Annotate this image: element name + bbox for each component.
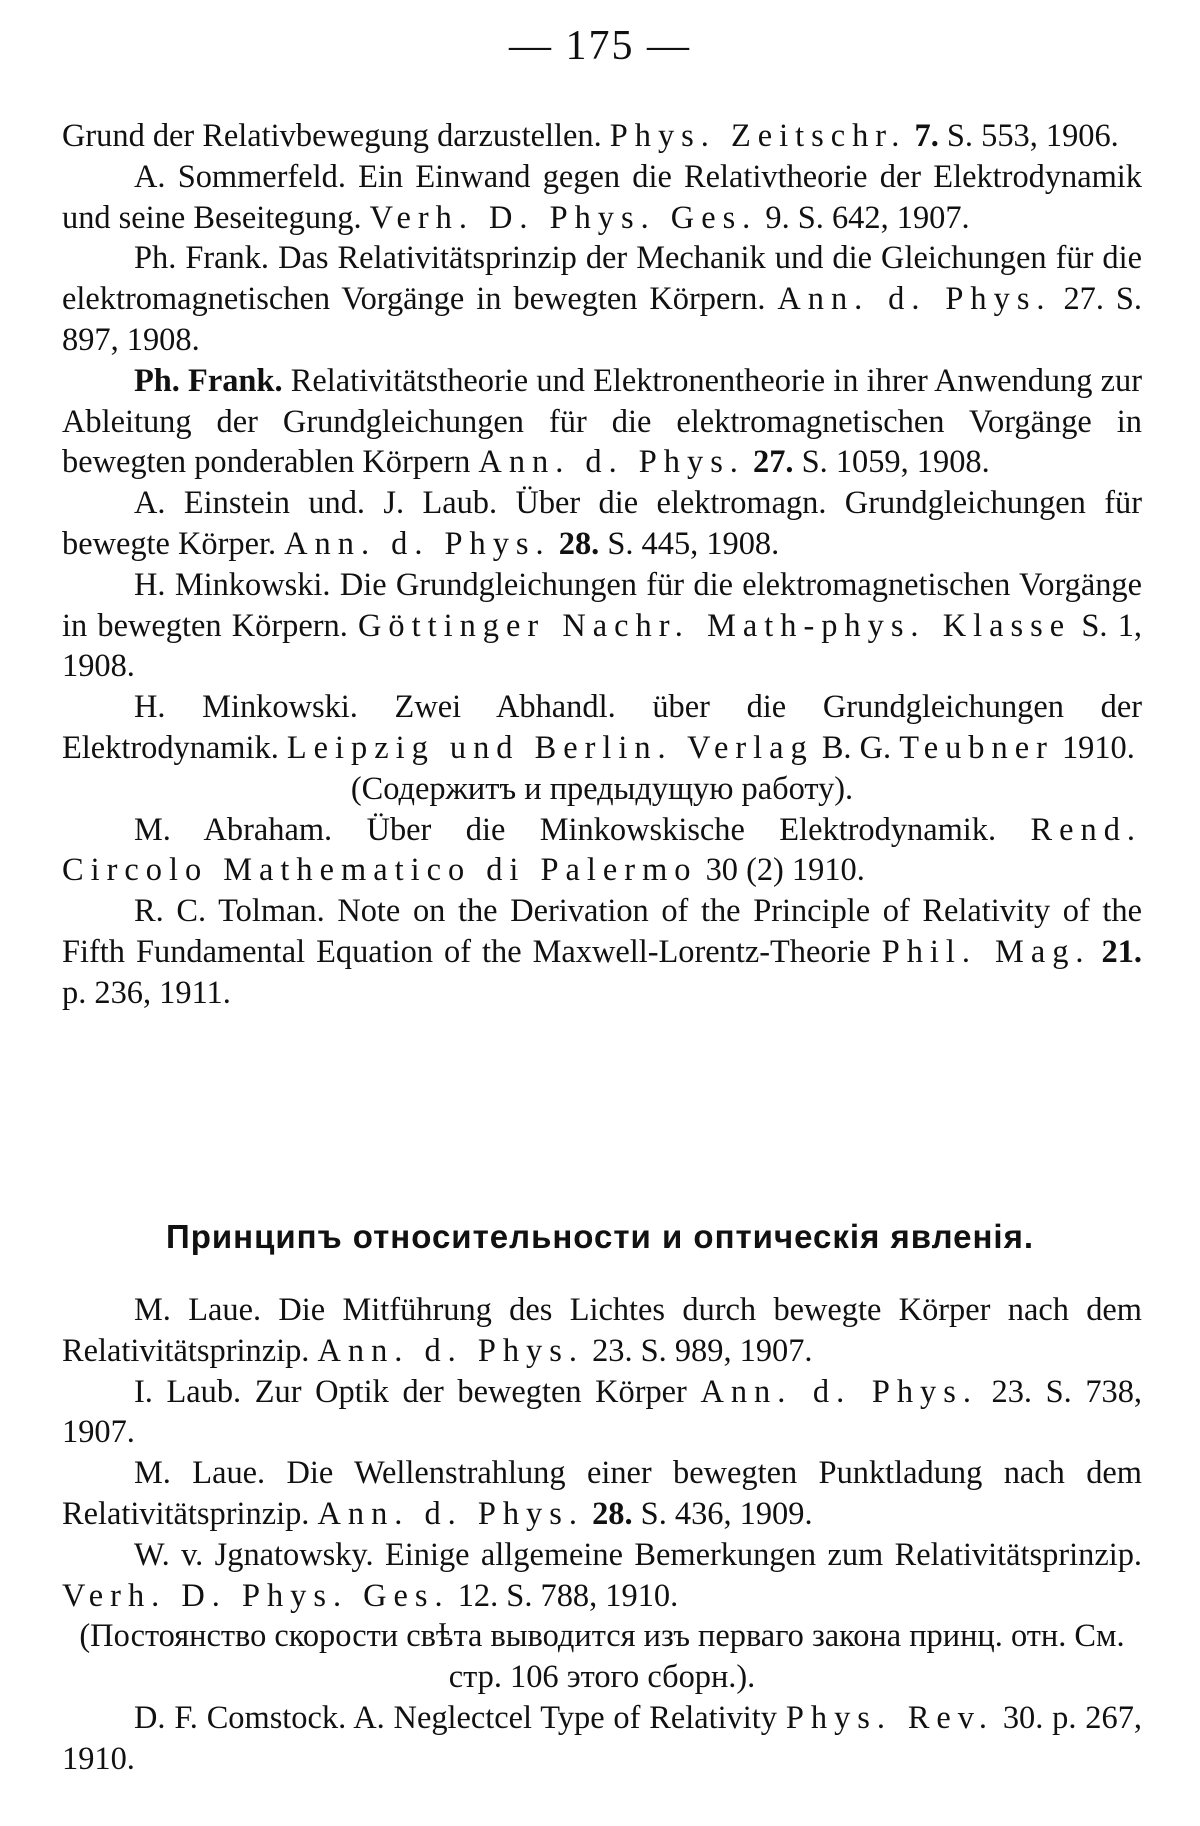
reference-text: 12. S. 788, 1910.	[449, 1577, 679, 1614]
reference-text: 30. p. 267, 1910.	[62, 1699, 1142, 1777]
reference-list-optics	[62, 1290, 1142, 1780]
reference-text: B. G.	[813, 729, 900, 766]
reference-text: H. Minkowski. Die Grundgleichungen für die elektromagnetischen Vorgänge in bewegten Körpern.	[62, 566, 1142, 644]
page-number: — 175 —	[509, 23, 691, 69]
volume-number: 28.	[558, 525, 600, 562]
reference-text: M. Laue. Die Wellenstrahlung einer bewegten Punktladung nach dem Relativitätsprinzip.	[62, 1455, 1142, 1532]
journal-name: Phil. Mag.	[881, 933, 1091, 970]
reference-text: Ph. Frank. Das Relativitätsprinzip der Mechanik und die Gleichungen für die elektromagnetischen Vorgänge in bewegten Körpern.	[62, 240, 1142, 318]
reference-text: A. Einstein und. J. Laub. Über die elektromagn. Grundgleichungen für bewegte Körper.	[62, 485, 1142, 562]
reference-text: Relativitätstheorie und Elektronentheorie in ihrer Anwendung zur Ableitung der Grundgleichungen für die elektromagnetischen Vorgänge in bewegten ponderablen Körpern	[62, 362, 1142, 481]
journal-name: Verh. D. Phys. Ges.	[62, 1577, 450, 1614]
reference-text: 30 (2) 1910.	[697, 852, 865, 889]
reference-text	[745, 444, 753, 480]
reference-entry	[62, 891, 1142, 1013]
reference-text: 27. S. 897, 1908.	[62, 281, 1142, 358]
reference-text: S. 436, 1909.	[632, 1495, 813, 1532]
reference-text: Grund der Relativbewegung darzustellen.	[62, 118, 610, 154]
reference-entry	[62, 565, 1142, 687]
reference-list-relativity	[62, 116, 1142, 1014]
reference-text: A. Sommerfeld. Ein Einwand gegen die Relativtheorie der Elektrodynamik und seine Beseitegung.	[62, 158, 1142, 236]
reference-text: S. 445, 1908.	[599, 525, 780, 562]
reference-entry	[62, 687, 1142, 769]
volume-number: Ph. Frank.	[134, 362, 283, 399]
reference-entry	[62, 1453, 1142, 1535]
reference-text: R. C. Tolman. Note on the Derivation of the Principle of Relativity of the Fifth Fundamental Equation of the Maxwell-Lorentz-Theorie	[62, 893, 1142, 970]
reference-entry	[62, 361, 1142, 483]
reference-text: 9. S. 642, 1907.	[757, 199, 970, 236]
reference-text: S. 1, 1908.	[62, 607, 1142, 685]
reference-text	[551, 526, 559, 562]
reference-text: H. Minkowski. Zwei Abhandl. über die Grundgleichungen der Elektrodynamik.	[62, 689, 1142, 766]
journal-name: Ann. d. Phys.	[478, 444, 745, 481]
reference-text	[1091, 934, 1102, 970]
reference-entry	[62, 116, 1142, 157]
reference-text: 23. S. 738, 1907.	[62, 1373, 1143, 1451]
reference-text: p. 236, 1911.	[62, 974, 231, 1011]
journal-name: Rend. Circolo Mathematico di Palermo	[62, 811, 1142, 889]
reference-entry	[62, 483, 1142, 565]
reference-text: S. 553, 1906.	[938, 118, 1119, 154]
reference-entry	[62, 157, 1142, 239]
reference-entry	[62, 1535, 1142, 1617]
volume-number: 27.	[753, 444, 794, 481]
reference-text	[584, 1496, 592, 1532]
editor-note	[62, 1616, 1142, 1698]
journal-name: Phys. Rev.	[785, 1699, 994, 1736]
reference-entry	[62, 1698, 1142, 1780]
journal-name: Ann. d. Phys.	[317, 1332, 584, 1369]
journal-name: Ann. d. Phys.	[700, 1373, 978, 1410]
reference-text: M. Laue. Die Mitführung des Lichtes durch bewegte Körper nach dem Relativitätsprinzip.	[62, 1292, 1142, 1369]
journal-name: Leipzig und Berlin. Verlag	[286, 729, 814, 766]
reference-entry	[62, 238, 1142, 360]
reference-text: (Постоянство скорости свѣта выводится изъ перваго закона принц. отн. См. стр. 106 этого сборн.).	[79, 1618, 1125, 1696]
journal-name: Teubner	[899, 729, 1054, 766]
editor-note	[62, 769, 1142, 810]
reference-text: 23. S. 989, 1907.	[583, 1332, 813, 1369]
journal-name: Phys. Zeitschr.	[609, 118, 907, 154]
journal-name: Ann. d. Phys.	[317, 1495, 584, 1532]
section-heading: Принципъ относительности и оптическія явленія.	[165, 1218, 1035, 1255]
volume-number: 21.	[1101, 933, 1142, 970]
journal-name: Ann. d. Phys.	[284, 525, 551, 562]
journal-name: Göttinger Nachr. Math-phys. Klasse	[358, 607, 1072, 644]
journal-name: Verh. D. Phys. Ges.	[369, 199, 758, 236]
journal-name: Ann. d. Phys.	[777, 281, 1052, 318]
reference-text: S. 1059, 1908.	[793, 444, 990, 481]
reference-text: D. F. Comstock. A. Neglectcel Type of Relativity	[134, 1699, 786, 1736]
reference-text: (Содержитъ и предыдущую работу).	[350, 770, 854, 807]
volume-number: 7.	[914, 118, 939, 154]
reference-text	[906, 118, 914, 154]
reference-text: I. Laub. Zur Optik der bewegten Körper	[134, 1373, 701, 1410]
reference-entry	[62, 1290, 1142, 1372]
reference-text: M. Abraham. Über die Minkowskische Elektrodynamik.	[134, 811, 1031, 848]
reference-text: W. v. Jgnatowsky. Einige allgemeine Bemerkungen zum Relativitätsprinzip.	[134, 1536, 1142, 1573]
volume-number: 28.	[592, 1495, 633, 1532]
reference-entry	[62, 810, 1142, 892]
reference-text: 1910.	[1053, 729, 1135, 766]
reference-entry	[62, 1372, 1142, 1454]
